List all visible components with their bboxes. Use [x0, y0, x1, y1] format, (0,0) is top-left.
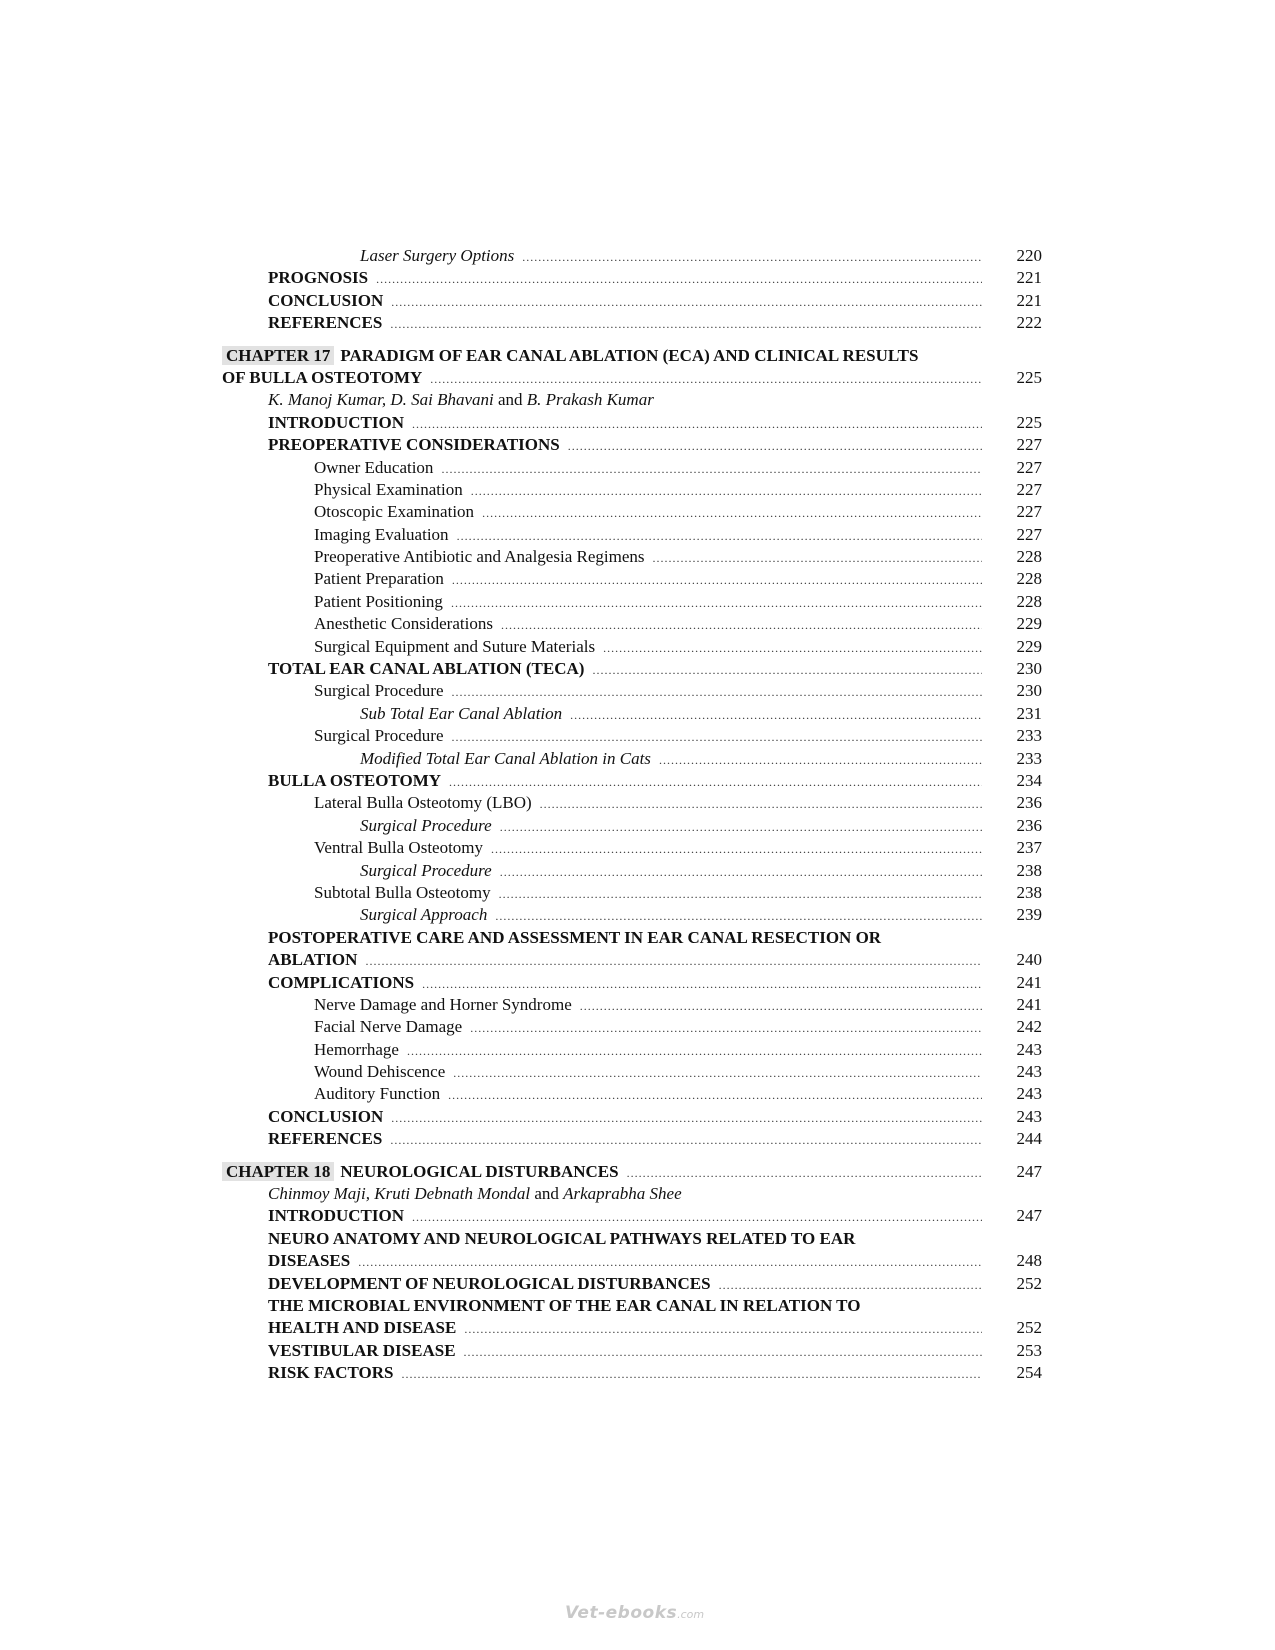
page-number: 233	[1016, 748, 1042, 768]
author-conjunction: and	[534, 1184, 559, 1204]
toc-entry-label: Owner Education	[314, 457, 434, 477]
chapter-number: CHAPTER 18	[222, 1162, 334, 1181]
dot-leader	[570, 704, 982, 726]
page-number: 229	[1016, 636, 1042, 656]
dot-leader	[401, 1363, 982, 1385]
toc-entry-label: THE MICROBIAL ENVIRONMENT OF THE EAR CANAL IN RELATION TO	[268, 1295, 861, 1315]
dot-leader	[580, 995, 982, 1017]
toc-row	[222, 792, 1042, 814]
toc-entry-label: Surgical Procedure	[360, 815, 492, 835]
toc-row	[222, 815, 1042, 837]
page-number: 247	[1016, 1206, 1042, 1226]
dot-leader	[495, 905, 982, 927]
toc-entry-label: CONCLUSION	[268, 290, 384, 310]
toc-row	[222, 1106, 1042, 1128]
toc-row	[222, 927, 1042, 949]
dot-leader	[412, 1206, 982, 1228]
dot-leader	[422, 973, 982, 995]
page-number: 243	[1016, 1084, 1042, 1104]
toc-entry-label: Surgical Procedure	[314, 726, 444, 746]
toc-row	[222, 591, 1042, 613]
toc-entry-label: Otoscopic Examination	[314, 502, 475, 522]
chapter-authors	[222, 389, 1042, 411]
chapter-title: PARADIGM OF EAR CANAL ABLATION (ECA) AND CLINICAL RESULTS	[340, 345, 919, 365]
chapter-heading	[222, 1161, 1042, 1183]
page-number: 234	[1016, 770, 1042, 790]
chapter-title: OF BULLA OSTEOTOMY	[222, 367, 423, 387]
page-number: 254	[1016, 1363, 1042, 1383]
toc-row	[222, 972, 1042, 994]
toc-row	[222, 501, 1042, 523]
page-number: 252	[1016, 1273, 1042, 1293]
page-number: 220	[1016, 246, 1042, 265]
toc-entry-label: Nerve Damage and Horner Syndrome	[314, 994, 572, 1014]
dot-leader	[500, 816, 982, 838]
dot-leader	[391, 1107, 982, 1129]
dot-leader	[568, 435, 982, 457]
dot-leader	[412, 413, 982, 435]
dot-leader	[627, 1162, 982, 1184]
toc-entry-label: Wound Dehiscence	[314, 1062, 446, 1082]
toc-row	[222, 725, 1042, 747]
dot-leader	[391, 291, 982, 313]
dot-leader	[452, 569, 982, 591]
toc-row	[222, 1128, 1042, 1150]
page-number: 237	[1016, 838, 1042, 858]
page-number: 229	[1016, 614, 1042, 634]
page-number: 227	[1016, 524, 1042, 544]
toc-row	[222, 613, 1042, 635]
dot-leader	[482, 502, 982, 524]
dot-leader	[491, 838, 982, 860]
page-number: 230	[1016, 659, 1042, 679]
toc-entry-label: Facial Nerve Damage	[314, 1017, 463, 1037]
dot-leader	[522, 246, 982, 268]
page-number: 241	[1016, 972, 1042, 992]
toc-entry-label: Patient Preparation	[314, 569, 444, 589]
page-number: 243	[1016, 1039, 1042, 1059]
toc-row	[222, 770, 1042, 792]
page-number: 244	[1016, 1129, 1042, 1149]
dot-leader	[501, 614, 982, 636]
page-number: 228	[1016, 591, 1042, 611]
toc-entry-label: Laser Surgery Options	[360, 246, 515, 265]
dot-leader	[470, 1017, 982, 1039]
toc-row	[222, 882, 1042, 904]
toc-row-continued	[222, 1317, 1042, 1339]
page-number: 243	[1016, 1062, 1042, 1082]
toc-entry-label: NEURO ANATOMY AND NEUROLOGICAL PATHWAYS RELATED TO EAR	[268, 1228, 856, 1248]
toc-entry-label: Patient Positioning	[314, 591, 443, 611]
dot-leader	[358, 1251, 982, 1273]
author-names: B. Prakash Kumar	[526, 390, 654, 410]
dot-leader	[719, 1274, 982, 1296]
dot-leader	[390, 1129, 982, 1151]
dot-leader	[441, 458, 982, 480]
toc-entry-label: PREOPERATIVE CONSIDERATIONS	[268, 435, 560, 455]
dot-leader	[407, 1040, 982, 1062]
toc-entry-label: Surgical Equipment and Suture Materials	[314, 636, 596, 656]
toc-entry-label: DISEASES	[268, 1251, 351, 1271]
toc-entry-label: Preoperative Antibiotic and Analgesia Regimens	[314, 547, 645, 567]
toc-entry-label: Surgical Procedure	[360, 860, 492, 880]
dot-leader	[457, 525, 982, 547]
toc-entry-label: HEALTH AND DISEASE	[268, 1318, 457, 1338]
toc-row	[222, 860, 1042, 882]
author-names: K. Manoj Kumar, D. Sai Bhavani	[268, 390, 494, 410]
dot-leader	[452, 726, 982, 748]
toc-entry-label: Lateral Bulla Osteotomy (LBO)	[314, 793, 532, 813]
toc-entry-label: Sub Total Ear Canal Ablation	[360, 703, 563, 723]
page-number: 227	[1016, 479, 1042, 499]
dot-leader	[449, 771, 982, 793]
toc-row	[222, 837, 1042, 859]
page-number: 228	[1016, 547, 1042, 567]
page-number: 236	[1016, 815, 1042, 835]
toc-entry-label: INTRODUCTION	[268, 1206, 405, 1226]
page-number: 227	[1016, 502, 1042, 522]
page-number: 227	[1016, 457, 1042, 477]
toc-row	[222, 1039, 1042, 1061]
toc-entry-label: CONCLUSION	[268, 1106, 384, 1126]
toc-row	[222, 568, 1042, 590]
toc-row	[222, 1061, 1042, 1083]
dot-leader	[376, 268, 982, 290]
toc-entry-label: Anesthetic Considerations	[314, 614, 493, 634]
page-number: 248	[1016, 1251, 1042, 1271]
page-number: 225	[1016, 367, 1042, 387]
watermark-suffix: .com	[677, 1608, 705, 1621]
dot-leader	[464, 1318, 982, 1340]
toc-entry-label: Auditory Function	[314, 1084, 441, 1104]
toc-entry-label: BULLA OSTEOTOMY	[268, 770, 442, 790]
chapter-heading	[222, 345, 1042, 367]
page-number: 221	[1016, 290, 1042, 310]
dot-leader	[390, 313, 982, 335]
author-names: Arkaprabha Shee	[563, 1184, 682, 1204]
page-number: 240	[1016, 950, 1042, 970]
page-number: 238	[1016, 860, 1042, 880]
toc-row	[222, 1362, 1042, 1384]
toc-row	[222, 904, 1042, 926]
toc-entry-label: Hemorrhage	[314, 1039, 399, 1059]
toc-row-continued	[222, 949, 1042, 971]
dot-leader	[592, 659, 982, 681]
page-number: 247	[1016, 1161, 1042, 1181]
toc-entry-label: COMPLICATIONS	[268, 972, 415, 992]
toc-row	[222, 703, 1042, 725]
toc-row	[222, 680, 1042, 702]
toc-row	[222, 479, 1042, 501]
page-number: 227	[1016, 435, 1042, 455]
chapter-authors	[222, 1183, 1042, 1205]
toc-row	[222, 245, 1042, 267]
chapter-number: CHAPTER 17	[222, 346, 334, 365]
chapter-title: NEUROLOGICAL DISTURBANCES	[340, 1161, 619, 1181]
toc-row	[222, 457, 1042, 479]
author-conjunction: and	[497, 390, 523, 410]
toc-entry-label: POSTOPERATIVE CARE AND ASSESSMENT IN EAR CANAL RESECTION OR	[268, 927, 882, 947]
dot-leader	[540, 793, 982, 815]
page-number: 236	[1016, 793, 1042, 813]
toc-entry-label: REFERENCES	[268, 313, 383, 333]
toc-entry-label: Physical Examination	[314, 479, 463, 499]
toc-row	[222, 1295, 1042, 1317]
dot-leader	[603, 637, 982, 659]
toc-row	[222, 1273, 1042, 1295]
toc-entry-label: Surgical Procedure	[314, 681, 444, 701]
toc-row	[222, 748, 1042, 770]
toc-row	[222, 1205, 1042, 1227]
toc-entry-label: TOTAL EAR CANAL ABLATION (TECA)	[268, 659, 585, 679]
toc-row	[222, 636, 1042, 658]
page-number: 242	[1016, 1017, 1042, 1037]
chapter-heading-continued	[222, 367, 1042, 389]
dot-leader	[652, 547, 982, 569]
toc-row-continued	[222, 1250, 1042, 1272]
page-number: 241	[1016, 994, 1042, 1014]
toc-entry-label: ABLATION	[268, 950, 358, 970]
toc-row	[222, 290, 1042, 312]
watermark-logo	[565, 1603, 715, 1633]
table-of-contents	[222, 245, 1042, 1385]
toc-row	[222, 1083, 1042, 1105]
toc-entry-label: Modified Total Ear Canal Ablation in Cats	[360, 748, 651, 768]
dot-leader	[430, 368, 982, 390]
toc-entry-label: REFERENCES	[268, 1129, 383, 1149]
toc-row	[222, 312, 1042, 334]
toc-row	[222, 1228, 1042, 1250]
toc-entry-label: Surgical Approach	[360, 905, 488, 925]
page-number: 231	[1016, 703, 1042, 723]
toc-entry-label: Subtotal Bulla Osteotomy	[314, 882, 491, 902]
dot-leader	[451, 592, 982, 614]
toc-entry-label: DEVELOPMENT OF NEUROLOGICAL DISTURBANCES	[268, 1273, 711, 1293]
dot-leader	[499, 883, 982, 905]
page-number: 221	[1016, 268, 1042, 288]
toc-row	[222, 412, 1042, 434]
toc-row	[222, 434, 1042, 456]
dot-leader	[659, 749, 982, 771]
toc-entry-label: Imaging Evaluation	[314, 524, 449, 544]
dot-leader	[448, 1084, 982, 1106]
page-number: 225	[1016, 412, 1042, 432]
page-number: 252	[1016, 1318, 1042, 1338]
toc-entry-label: Ventral Bulla Osteotomy	[314, 838, 484, 858]
toc-row	[222, 1340, 1042, 1362]
page-number: 243	[1016, 1106, 1042, 1126]
dot-leader	[500, 861, 982, 883]
watermark-text: Vet-ebooks	[565, 1603, 678, 1623]
page-number: 222	[1016, 313, 1042, 333]
page-number: 253	[1016, 1340, 1042, 1360]
page-number: 233	[1016, 726, 1042, 746]
toc-entry-label: INTRODUCTION	[268, 412, 405, 432]
toc-entry-label: PROGNOSIS	[268, 268, 369, 288]
toc-row	[222, 267, 1042, 289]
dot-leader	[452, 681, 982, 703]
toc-row	[222, 994, 1042, 1016]
dot-leader	[471, 480, 982, 502]
toc-entry-label: RISK FACTORS	[268, 1363, 394, 1383]
page-number: 238	[1016, 882, 1042, 902]
dot-leader	[464, 1341, 982, 1363]
toc-entry-label: VESTIBULAR DISEASE	[268, 1340, 456, 1360]
dot-leader	[453, 1062, 982, 1084]
page-number: 230	[1016, 681, 1042, 701]
page-number: 239	[1016, 905, 1042, 925]
author-names: Chinmoy Maji, Kruti Debnath Mondal	[268, 1184, 531, 1204]
toc-row	[222, 1016, 1042, 1038]
toc-row	[222, 546, 1042, 568]
toc-row	[222, 658, 1042, 680]
toc-row	[222, 524, 1042, 546]
page-number: 228	[1016, 569, 1042, 589]
dot-leader	[365, 950, 982, 972]
